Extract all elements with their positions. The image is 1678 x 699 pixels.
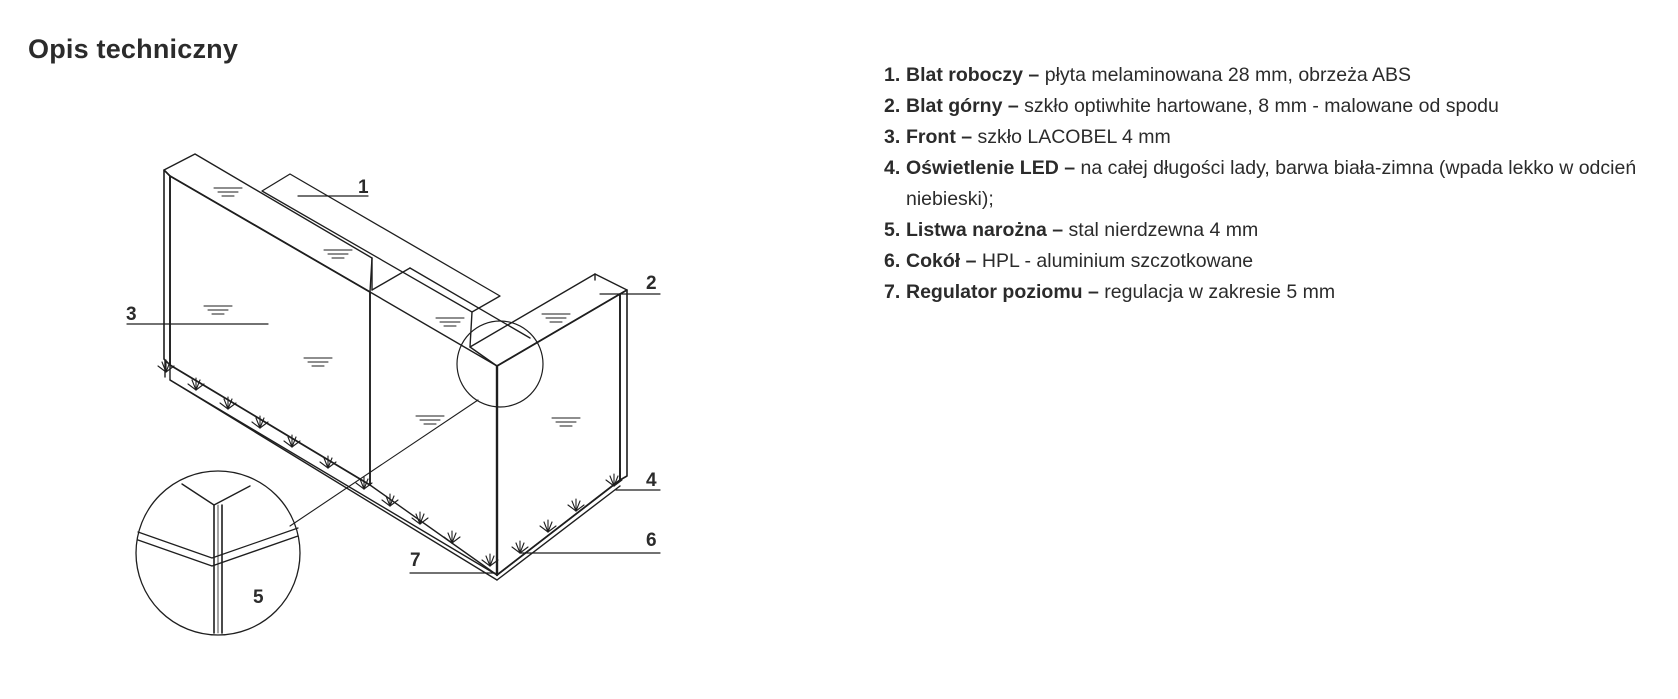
spec-item-4 — [884, 153, 1644, 215]
spec-desc: płyta melaminowana 28 mm, obrzeża ABS — [1044, 64, 1412, 86]
spec-term: Blat roboczy – — [906, 64, 1040, 86]
spec-item-2 — [884, 91, 1644, 122]
callout-4: 4 — [646, 470, 657, 491]
spec-desc: stal nierdzewna 4 mm — [1068, 219, 1259, 241]
spec-desc: regulacja w zakresie 5 mm — [1104, 281, 1336, 303]
spec-list — [884, 60, 1644, 308]
led-light-markers — [158, 360, 622, 566]
detail-magnifier — [136, 321, 543, 635]
callout-7: 7 — [410, 550, 421, 571]
spec-number: 7. — [884, 281, 901, 303]
spec-item-6 — [884, 246, 1644, 277]
spec-number: 2. — [884, 95, 901, 117]
spec-desc: na całej długości lady, barwa biała-zimna (wpada lekko w odcień niebieski); — [906, 157, 1637, 210]
spec-term: Regulator poziomu – — [906, 281, 1099, 303]
callout-1: 1 — [358, 177, 369, 198]
spec-term: Blat górny – — [906, 95, 1019, 117]
callout-2: 2 — [646, 273, 657, 294]
callout-5: 5 — [253, 587, 264, 608]
spec-term: Listwa narożna – — [906, 219, 1064, 241]
glass-surface-marks — [204, 188, 580, 426]
spec-number: 5. — [884, 219, 901, 241]
spec-number: 6. — [884, 250, 901, 272]
spec-number: 3. — [884, 126, 901, 148]
desk-body — [164, 154, 627, 580]
spec-desc: szkło optiwhite hartowane, 8 mm - malowane od spodu — [1024, 95, 1499, 117]
page-title: Opis techniczny — [28, 34, 239, 64]
spec-term: Oświetlenie LED – — [906, 157, 1076, 179]
spec-item-1 — [884, 60, 1644, 91]
spec-term: Front – — [906, 126, 973, 148]
spec-term: Cokół – — [906, 250, 977, 272]
spec-item-5 — [884, 215, 1644, 246]
callout-3: 3 — [126, 304, 137, 325]
spec-number: 1. — [884, 64, 901, 86]
spec-number: 4. — [884, 157, 901, 179]
spec-desc: szkło LACOBEL 4 mm — [977, 126, 1171, 148]
spec-item-7 — [884, 277, 1644, 308]
spec-item-3 — [884, 122, 1644, 153]
spec-desc: HPL - aluminium szczotkowane — [981, 250, 1254, 272]
callout-6: 6 — [646, 530, 657, 551]
